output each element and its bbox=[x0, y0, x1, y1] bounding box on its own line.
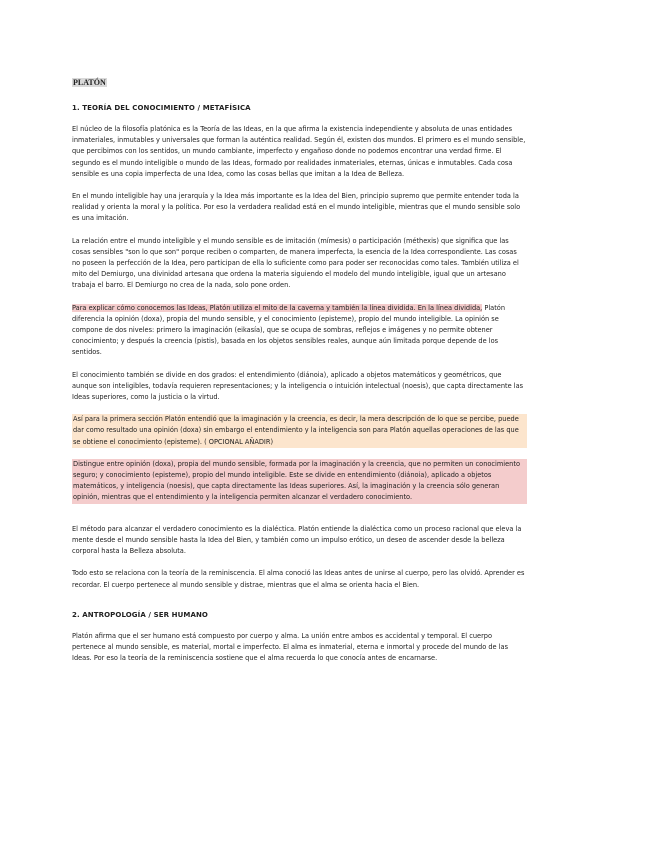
highlighted-paragraph-optional: Así para la primera sección Platón entendió que la imaginación y la creencia, es decir, la mera descripción de lo que se percibe, puede dar como resultado una opinión (doxa) sin embargo el entendimiento y la inteligencia son para Platón aquellas operaciones de las que se obtiene el conocimiento (episteme). ( OPCIONAL AÑADIR) bbox=[72, 414, 527, 448]
section-heading-antropologia: 2. ANTROPOLOGÍA / SER HUMANO bbox=[72, 610, 208, 619]
paragraph: Platón afirma que el ser humano está compuesto por cuerpo y alma. La unión entre ambos es accidental y temporal. El cuerpo pertenece al mundo sensible, es material, mortal e imperfecto. El alma es inmaterial, eterna e inmortal y procede del mundo de las Ideas. Por eso la teoría de la reminiscencia sostiene que el alma recuerda lo que conocía antes de encarnarse. bbox=[72, 631, 509, 663]
highlighted-text: Para explicar cómo conocemos las Ideas, Platón utiliza el mito de la caverna y también la línea dividida. En la línea dividida, bbox=[72, 303, 483, 312]
document-title: PLATÓN bbox=[73, 78, 106, 87]
paragraph: El conocimiento también se divide en dos grados: el entendimiento (diánoia), aplicado a objetos matemáticos y geométricos, que aunque son inteligibles, todavía requieren representaciones; y la inteligencia o intuición intelectual (noesis), que capta directamente las Ideas superiores, como la justicia o la virtud. bbox=[72, 370, 524, 402]
paragraph: El método para alcanzar el verdadero conocimiento es la dialéctica. Platón entiende la dialéctica como un proceso racional que eleva la mente desde el mundo sensible hasta la Idea del Bien, y también como un impulso erótico, un deseo de ascender desde la belleza corporal hasta la Belleza absoluta. bbox=[72, 524, 522, 556]
paragraph: En el mundo inteligible hay una jerarquía y la Idea más importante es la Idea del Bien, principio supremo que permite entender toda la realidad y orienta la moral y la política. Por eso la verdadera realidad está en el mundo inteligible, mientras que el mundo sensible solo es una imitación. bbox=[72, 192, 521, 223]
section-heading-metafisica: 1. TEORÍA DEL CONOCIMIENTO / METAFÍSICA bbox=[72, 104, 251, 112]
paragraph: La relación entre el mundo inteligible y el mundo sensible es de imitación (mímesis) o participación (méthexis) que significa que las cosas sensibles "son lo que son" porque reciben o comparten, de manera imperfecta, la esencia de la Idea correspondiente. Las cosas no poseen la perfección de la Idea, pero participan de ella lo suficiente como para poder ser reconocidas como tales. También utiliza el mito del Demiurgo, una divinidad artesana que ordena la materia siguiendo el modelo del mundo inteligible, igual que un artesano trabaja el barro. El Demiurgo no crea de la nada, solo pone orden. bbox=[72, 236, 519, 290]
paragraph-text: Platón diferencia la opinión (doxa), propia del mundo sensible, y el conocimiento (episteme), propio del mundo inteligible. La opinión se compone de dos niveles: primero la imaginación (eikasía), que se ocupa de sombras, reflejos e imágenes y no permite obtener conocimiento; y después la creencia (pistis), basada en los objetos sensibles reales, aunque aún limitada porque depende de los sentidos. bbox=[72, 303, 506, 357]
highlighted-paragraph-summary: Distingue entre opinión (doxa), propia del mundo sensible, formada por la imaginación y la creencia, que no permiten un conocimiento seguro; y conocimiento (episteme), propio del mundo inteligible. Este se divide en entendimiento (diánoia), aplicado a objetos matemáticos, y inteligencia (noesis), que capta directamente las Ideas superiores. Así, la imaginación y la creencia sólo generan opinión, mientras que el entendimiento y la inteligencia permiten alcanzar el verdadero conocimiento. bbox=[72, 459, 527, 504]
paragraph-linea-dividida bbox=[72, 303, 527, 359]
paragraph: Todo esto se relaciona con la teoría de la reminiscencia. El alma conoció las Ideas antes de unirse al cuerpo, pero las olvidó. Aprender es recordar. El cuerpo pertenece al mundo sensible y distrae, mientras que el alma se orienta hacia el Bien. bbox=[72, 569, 525, 589]
paragraph: El núcleo de la filosofía platónica es la Teoría de las Ideas, en la que afirma la existencia independiente y absoluta de unas entidades inmateriales, inmutables y universales que forman la auténtica realidad. Según él, existen dos mundos. El primero es el mundo sensible, que percibimos con los sentidos, un mundo cambiante, imperfecto y engañoso donde no podemos encontrar una verdad firme. El segundo es el mundo inteligible o mundo de las Ideas, formado por realidades inmateriales, eternas, únicas e inmutables. Cada cosa sensible es una copia imperfecta de una Idea, como las cosas bellas que imitan a la Idea de Belleza. bbox=[72, 125, 526, 178]
